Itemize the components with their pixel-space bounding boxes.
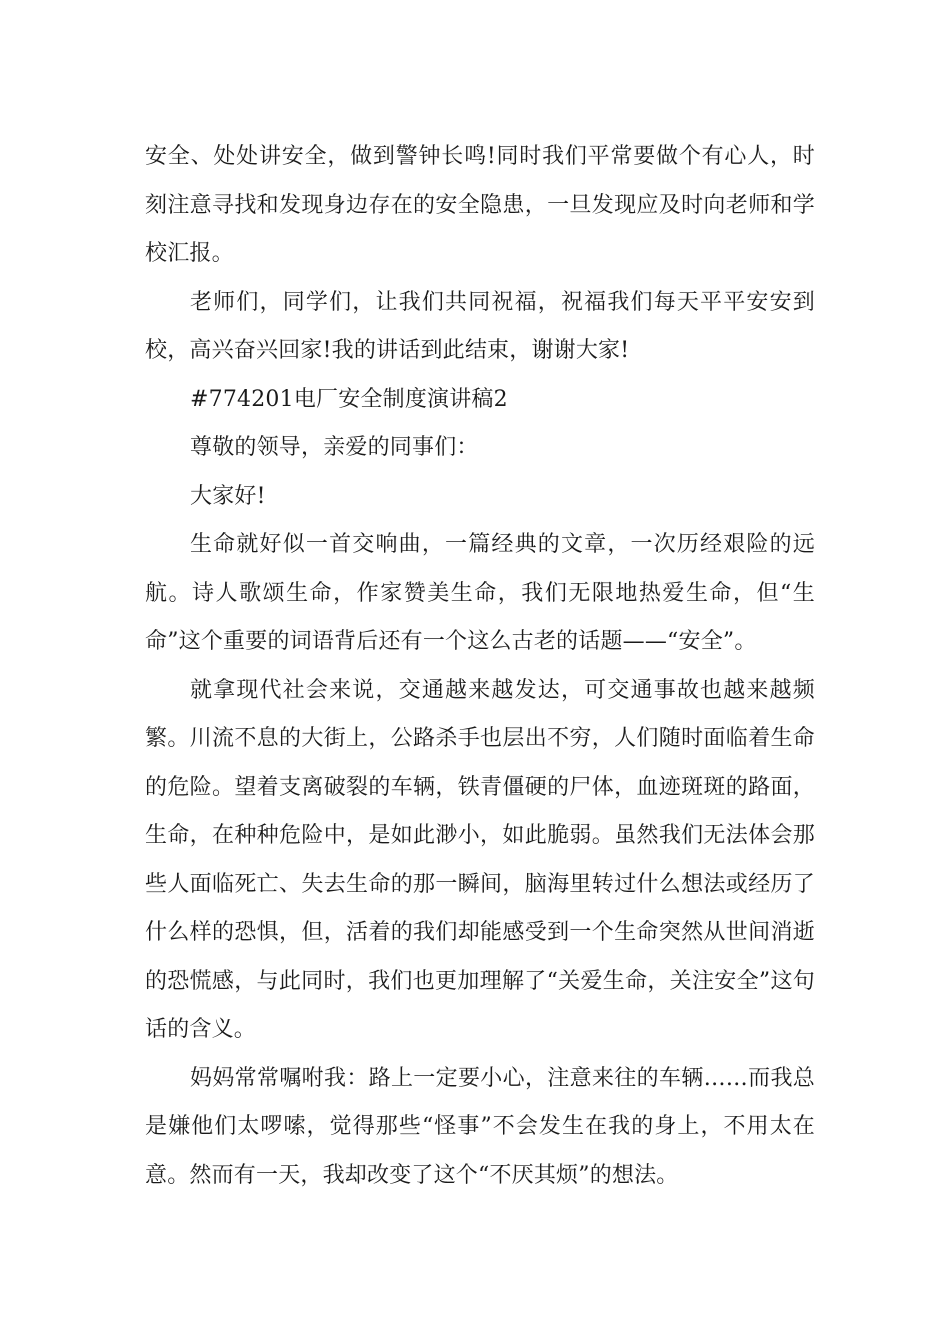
paragraph-closing-blessing: 老师们，同学们，让我们共同祝福，祝福我们每天平平安安到校，高兴奋兴回家!我的讲话到此结束，谢谢大家! [145,289,815,363]
speech-title: #774201电厂安全制度演讲稿2 [190,386,508,412]
greeting: 大家好! [190,483,266,509]
paragraph-safety-conclusion: 安全、处处讲安全，做到警钟长鸣!同时我们平常要做个有心人，时刻注意寻找和发现身边存在的安全隐患，一旦发现应及时向老师和学校汇报。 [145,144,815,266]
paragraph-mother-advice: 妈妈常常嘱咐我：路上一定要小心，注意来往的车辆……而我总是嫌他们太啰嗦，觉得那些“怪事”不会发生在我的身上，不用太在意。然而有一天，我却改变了这个“不厌其烦”的想法。 [145,1065,815,1188]
paragraph-life-symphony: 生命就好似一首交响曲，一篇经典的文章，一次历经艰险的远航。诗人歌颂生命，作家赞美生命，我们无限地热爱生命，但“生命”这个重要的词语背后还有一个这么古老的话题——“安全”。 [145,532,815,654]
salutation: 尊敬的领导，亲爱的同事们： [190,435,479,460]
document-body [145,133,815,1200]
paragraph-traffic-danger: 就拿现代社会来说，交通越来越发达，可交通事故也越来越频繁。川流不息的大街上，公路杀手也层出不穷，人们随时面临着生命的危险。望着支离破裂的车辆，铁青僵硬的尸体，血迹斑斑的路面，生命，在种种危险中，是如此渺小，如此脆弱。虽然我们无法体会那些人面临死亡、失去生命的那一瞬间，脑海里转过什么想法或经历了什么样的恐惧，但，活着的我们却能感受到一个生命突然从世间消逝的恐慌感，与此同时，我们也更加理解了“关爱生命，关注安全”这句话的含义。 [145,677,815,1042]
